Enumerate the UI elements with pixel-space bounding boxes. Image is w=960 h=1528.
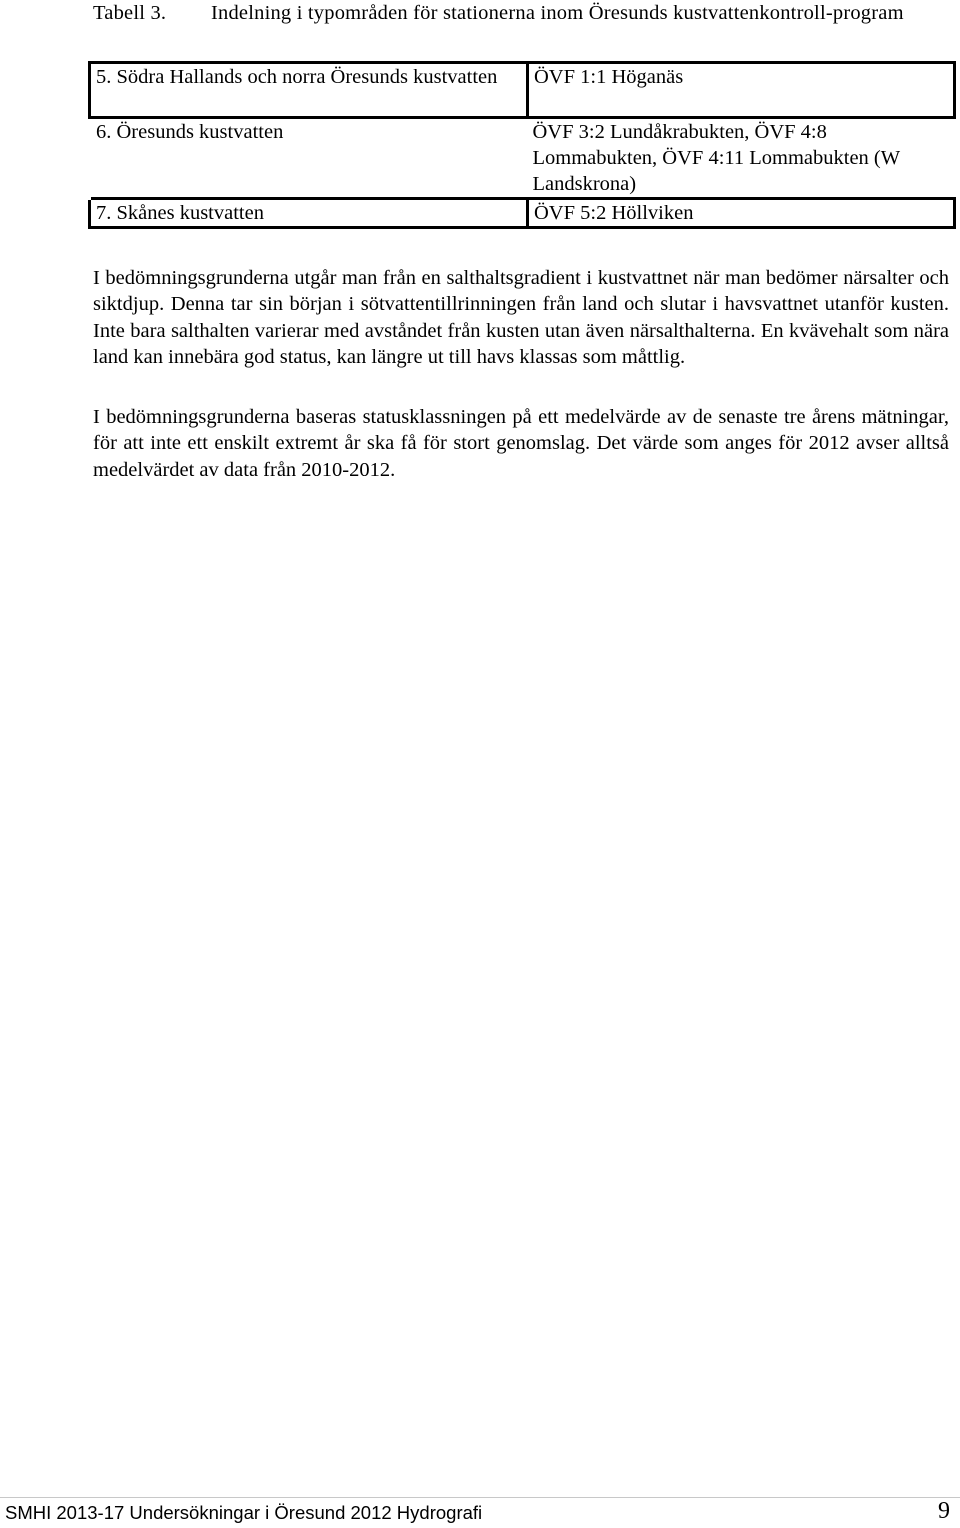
table-caption-label: Tabell 3. bbox=[93, 2, 167, 24]
footer-divider bbox=[0, 1497, 960, 1498]
table-row bbox=[90, 199, 955, 228]
page-number: 9 bbox=[938, 1498, 950, 1524]
body-paragraph: I bedömningsgrunderna baseras statusklassningen på ett medelvärde av de senaste tre årens mätningar, för att inte ett enskilt extremt år ska få för stort genomslag. Det värde som anges för 2012 avser alltså medelvärdet av data från 2010-2012. bbox=[93, 406, 949, 481]
table-cell-area: 7. Skånes kustvatten bbox=[90, 199, 528, 228]
table-cell-stations: ÖVF 5:2 Höllviken bbox=[528, 199, 955, 228]
body-paragraph: I bedömningsgrunderna utgår man från en salthaltsgradient i kustvattnet när man bedömer närsalter och siktdjup. Denna tar sin början i sötvattentillrinningen från land och slutar i havsvattnet utanför kusten. Inte bara salthalten varierar med avståndet från kusten utan även närsalthalterna. En kvävehalt som nära land kan innebära god status, kan längre ut till havs klassas som måttlig. bbox=[93, 267, 949, 368]
table-cell-stations: ÖVF 3:2 Lundåkrabukten, ÖVF 4:8 Lommabukten, ÖVF 4:11 Lommabukten (W Landskrona) bbox=[532, 121, 900, 195]
table-cell-area: 5. Södra Hallands och norra Öresunds kustvatten bbox=[90, 63, 528, 118]
table-cell-stations: ÖVF 1:1 Höganäs bbox=[528, 63, 955, 118]
table-row bbox=[90, 118, 955, 199]
table-caption bbox=[93, 1, 953, 26]
type-area-table bbox=[88, 61, 956, 229]
table-row bbox=[90, 63, 955, 118]
table-caption-text: Indelning i typområden för stationerna inom Öresunds kustvattenkontroll-program bbox=[211, 2, 904, 24]
footer-title: SMHI 2013-17 Undersökningar i Öresund 2012 Hydrografi bbox=[5, 1502, 483, 1523]
table-cell-area: 6. Öresunds kustvatten bbox=[90, 118, 528, 199]
